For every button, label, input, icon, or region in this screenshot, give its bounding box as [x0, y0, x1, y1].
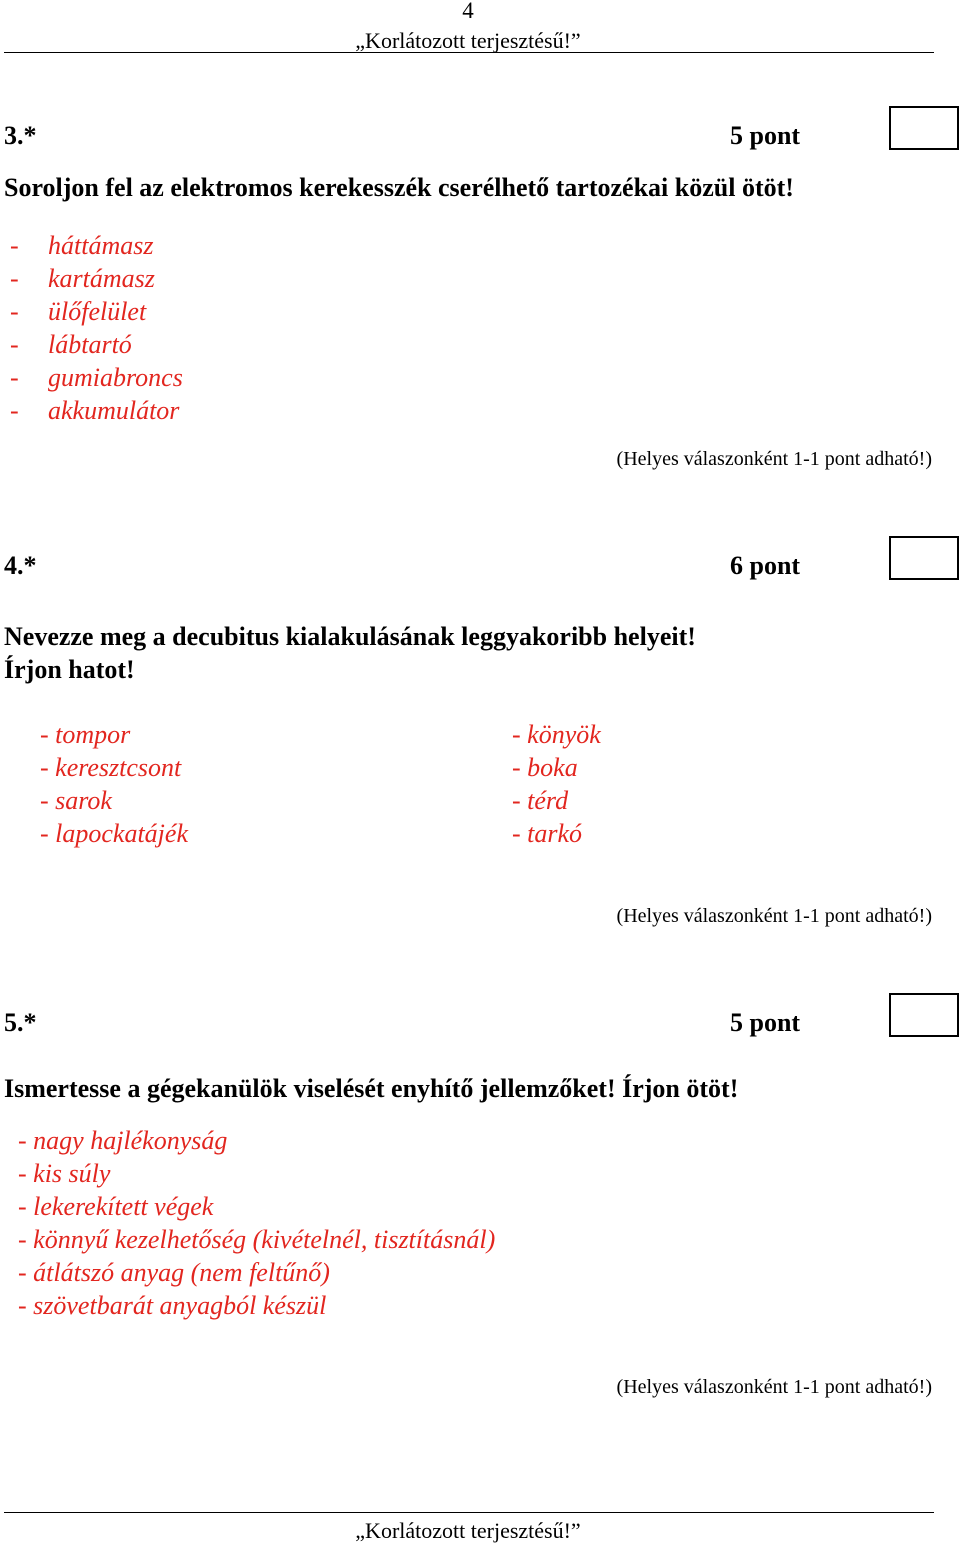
question-4-number: 4.*	[4, 551, 37, 580]
q5-answer: - átlátszó anyag (nem feltűnő)	[18, 1258, 330, 1287]
question-5-text: Ismertesse a gégekanülök viselését enyhítő jellemzőket! Írjon ötöt!	[4, 1074, 739, 1103]
header-text: „Korlátozott terjesztésű!”	[355, 28, 581, 53]
page-number: 4	[462, 0, 474, 23]
q3-answer: - gumiabroncs	[10, 363, 183, 392]
question-3-score-box[interactable]	[889, 106, 959, 150]
q4-answer-right: - tarkó	[512, 819, 583, 848]
q5-answer: - szövetbarát anyagból készül	[18, 1291, 327, 1320]
q3-answer: - háttámasz	[10, 231, 154, 260]
q4-answer-left: - tompor	[40, 720, 131, 749]
q5-answer: - könnyű kezelhetőség (kivételnél, tisztításnál)	[18, 1225, 496, 1254]
question-4-text-line1: Nevezze meg a decubitus kialakulásának leggyakoribb helyeit!	[4, 622, 696, 651]
question-3-scoring-note: (Helyes válaszonként 1-1 pont adható!)	[616, 448, 932, 470]
q5-answer: - lekerekített végek	[18, 1192, 214, 1221]
question-4-scoring-note: (Helyes válaszonként 1-1 pont adható!)	[616, 905, 932, 927]
footer-text: „Korlátozott terjesztésű!”	[355, 1518, 581, 1543]
header-rule	[4, 52, 934, 53]
q4-answer-left: - keresztcsont	[40, 753, 182, 782]
q3-answer: - lábtartó	[10, 330, 132, 359]
question-3-points: 5 pont	[730, 121, 801, 150]
q3-answer: - akkumulátor	[10, 396, 180, 425]
q4-answer-left: - sarok	[40, 786, 112, 815]
question-4-points: 6 pont	[730, 551, 801, 580]
question-5-number: 5.*	[4, 1008, 37, 1037]
q4-answer-left: - lapockatájék	[40, 819, 188, 848]
question-4-text-line2: Írjon hatot!	[4, 655, 135, 684]
question-4-score-box[interactable]	[889, 536, 959, 580]
q5-answer: - nagy hajlékonyság	[18, 1126, 228, 1155]
question-3-text: Soroljon fel az elektromos kerekesszék cserélhető tartozékai közül ötöt!	[4, 173, 794, 202]
q3-answer: - kartámasz	[10, 264, 155, 293]
q4-answer-right: - boka	[512, 753, 578, 782]
q4-answer-right: - térd	[512, 786, 569, 815]
q5-answer: - kis súly	[18, 1159, 111, 1188]
question-5-points: 5 pont	[730, 1008, 801, 1037]
q3-answer: - ülőfelület	[10, 297, 147, 326]
question-5-scoring-note: (Helyes válaszonként 1-1 pont adható!)	[616, 1376, 932, 1398]
question-5-score-box[interactable]	[889, 993, 959, 1037]
question-3-number: 3.*	[4, 121, 37, 150]
footer-rule	[4, 1512, 934, 1513]
q4-answer-right: - könyök	[512, 720, 601, 749]
